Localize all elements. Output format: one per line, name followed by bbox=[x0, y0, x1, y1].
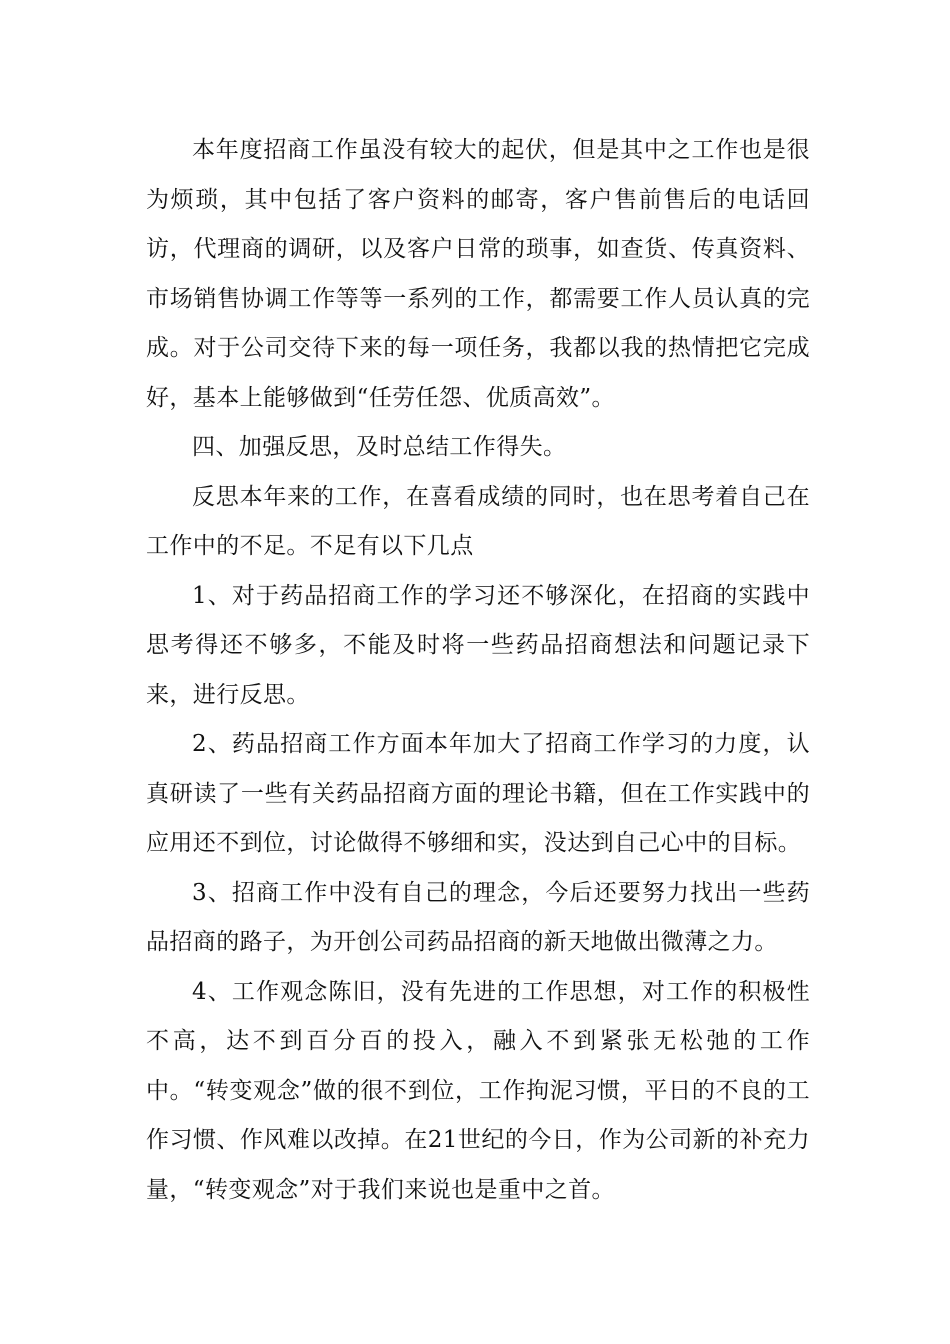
list-item-shortcoming-4: 4、工作观念陈旧，没有先进的工作思想，对工作的积极性不高，达不到百分百的投入，融入不到紧张无松弛的工作中。“转变观念”做的很不到位，工作拘泥习惯，平日的不良的工作习惯、作风难以改掉。在21世纪的今日，作为公司新的补充力量，“转变观念”对于我们来说也是重中之首。 bbox=[146, 978, 810, 1203]
section-heading-reflection: 四、加强反思，及时总结工作得失。 bbox=[192, 434, 567, 460]
list-item-shortcoming-1: 1、对于药品招商工作的学习还不够深化，在招商的实践中思考得还不够多，不能及时将一些药品招商想法和问题记录下来，进行反思。 bbox=[146, 582, 810, 708]
paragraph-work-summary: 本年度招商工作虽没有较大的起伏，但是其中之工作也是很为烦琐，其中包括了客户资料的邮寄，客户售前售后的电话回访，代理商的调研，以及客户日常的琐事，如查货、传真资料、市场销售协调工作等等一系列的工作，都需要工作人员认真的完成。对于公司交待下来的每一项任务，我都以我的热情把它完成好，基本上能够做到“任劳任怨、优质高效”。 bbox=[146, 137, 810, 411]
document-body bbox=[146, 126, 810, 1215]
list-item-shortcoming-2: 2、药品招商工作方面本年加大了招商工作学习的力度，认真研读了一些有关药品招商方面的理论书籍，但在工作实践中的应用还不到位，讨论做得不够细和实，没达到自己心中的目标。 bbox=[146, 731, 810, 856]
list-item-shortcoming-3: 3、招商工作中没有自己的理念，今后还要努力找出一些药品招商的路子，为开创公司药品招商的新天地做出微薄之力。 bbox=[146, 879, 810, 955]
paragraph-reflection-intro: 反思本年来的工作，在喜看成绩的同时，也在思考着自己在工作中的不足。不足有以下几点 bbox=[146, 483, 810, 559]
